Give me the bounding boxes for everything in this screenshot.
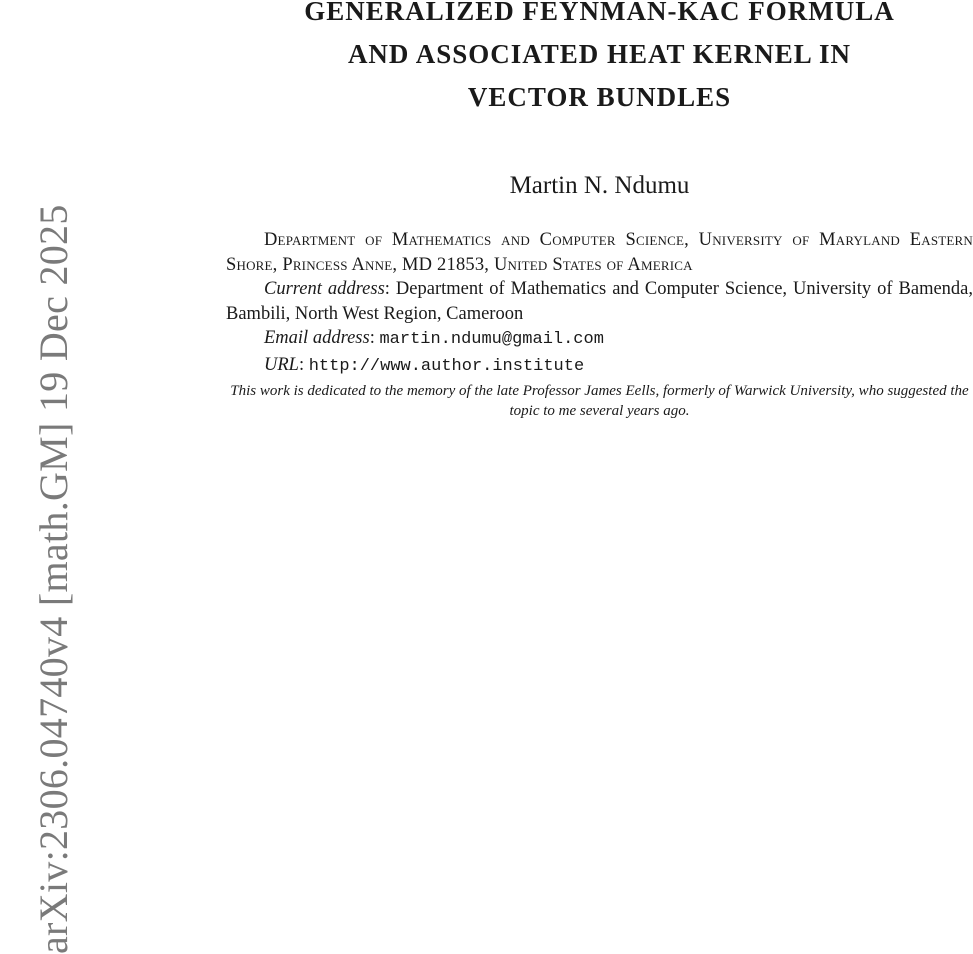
title-line: VECTOR BUNDLES: [467, 82, 732, 112]
paper-title: [226, 0, 973, 119]
paper-front-matter: [226, 0, 973, 421]
url-link[interactable]: http://www.author.institute: [308, 356, 585, 376]
email-address[interactable]: martin.ndumu@gmail.com: [379, 330, 604, 349]
affiliation: Department of Mathematics and Computer Science, University of Maryland Eastern Shore, Princess Anne, MD 21853, United States of America: [226, 230, 973, 275]
arxiv-identifier: arXiv:2306.04740v4 [math.GM] 19 Dec 2025: [31, 204, 76, 954]
title-line: GENERALIZED FEYNMAN-KAC FORMULA: [304, 0, 895, 26]
dedication: This work is dedicated to the memory of the late Professor James Eells, formerly of Warwick University, who suggested the topic to me several years ago.: [230, 383, 969, 419]
current-address: Current address: Department of Mathematics and Computer Science, University of Bamenda, Bambili, North West Region, Cameroon: [226, 279, 973, 324]
title-line: AND ASSOCIATED HEAT KERNEL IN: [347, 39, 852, 69]
author-info: [226, 228, 973, 379]
email-label: Email address: [264, 328, 370, 348]
author-name: Martin N. Ndumu: [509, 172, 690, 199]
current-address-label: Current address: [264, 279, 385, 299]
email: Email address: martin.ndumu@gmail.com: [264, 328, 604, 349]
url-label: URL: [264, 354, 299, 375]
current-address-value: Department of Mathematics and Computer Science, University of Bamenda, Bambili, North West Region, Cameroon: [226, 279, 973, 324]
url: URL: http://www.author.institute: [264, 354, 585, 376]
